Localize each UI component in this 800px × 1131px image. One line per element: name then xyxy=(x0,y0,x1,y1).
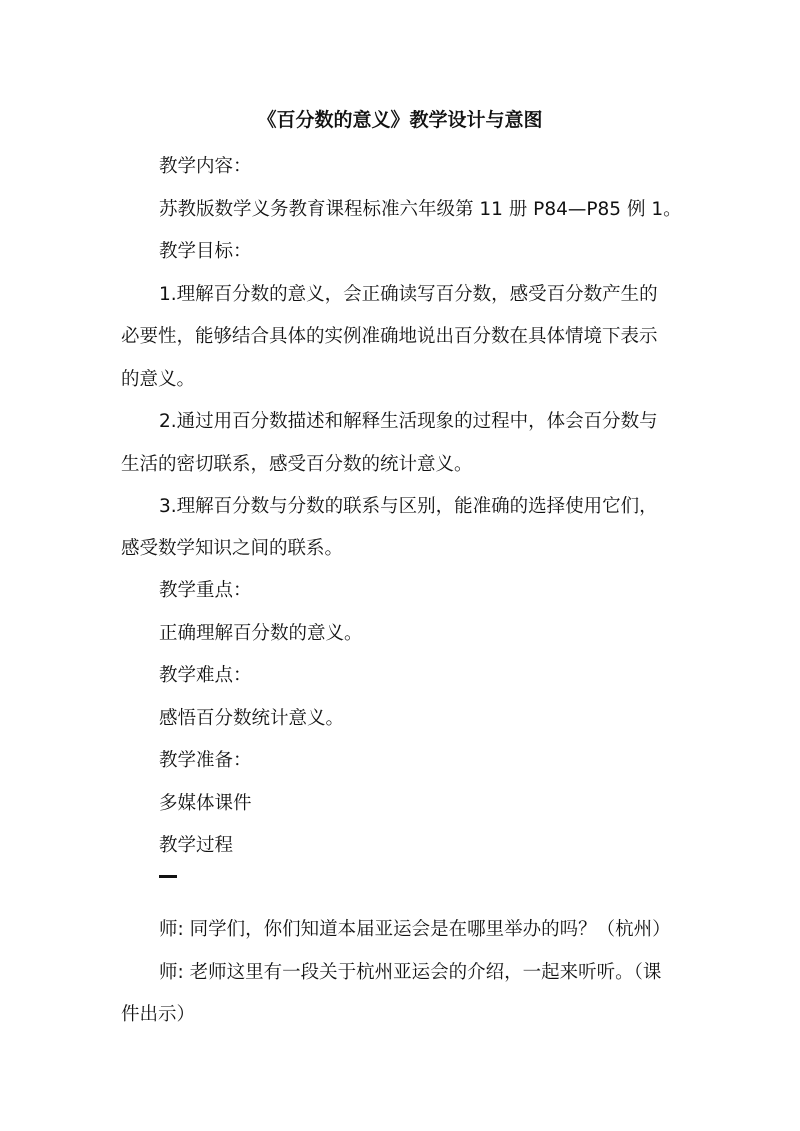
preparation-text: 多媒体课件 xyxy=(159,793,252,814)
document-title: 《百分数的意义》教学设计与意图 xyxy=(257,109,543,131)
section-number-dash xyxy=(159,875,177,878)
dialogue-line-3: 件出示） xyxy=(121,1004,196,1025)
key-points-text: 正确理解百分数的意义。 xyxy=(159,623,363,644)
dialogue-line-2: 师: 老师这里有一段关于杭州亚运会的介绍，一起来听听。（课 xyxy=(159,962,662,983)
goal-3-line-1: 3.理解百分数与分数的联系与区别，能准确的选择使用它们， xyxy=(159,496,658,517)
section-heading-preparation: 教学准备： xyxy=(159,750,252,771)
section-heading-process: 教学过程 xyxy=(159,835,234,856)
section-heading-content: 教学内容： xyxy=(159,156,252,177)
goal-1-line-2: 必要性，能够结合具体的实例准确地说出百分数在具体情境下表示 xyxy=(121,326,658,347)
goal-2-line-2: 生活的密切联系，感受百分数的统计意义。 xyxy=(121,454,473,475)
goal-1-line-3: 的意义。 xyxy=(121,369,196,390)
section-heading-difficulties: 教学难点： xyxy=(159,665,252,686)
difficulties-text: 感悟百分数统计意义。 xyxy=(159,708,345,729)
section-heading-goals: 教学目标： xyxy=(159,241,252,262)
dialogue-line-1: 师: 同学们，你们知道本届亚运会是在哪里举办的吗？（杭州） xyxy=(159,919,671,940)
goal-2-line-1: 2.通过用百分数描述和解释生活现象的过程中，体会百分数与 xyxy=(159,411,658,432)
section-heading-key-points: 教学重点： xyxy=(159,580,252,601)
goal-1-line-1: 1.理解百分数的意义，会正确读写百分数，感受百分数产生的 xyxy=(159,284,658,305)
goal-3-line-2: 感受数学知识之间的联系。 xyxy=(121,538,344,559)
content-text: 苏教版数学义务教育课程标准六年级第 11 册 P84—P85 例 1。 xyxy=(159,199,682,220)
